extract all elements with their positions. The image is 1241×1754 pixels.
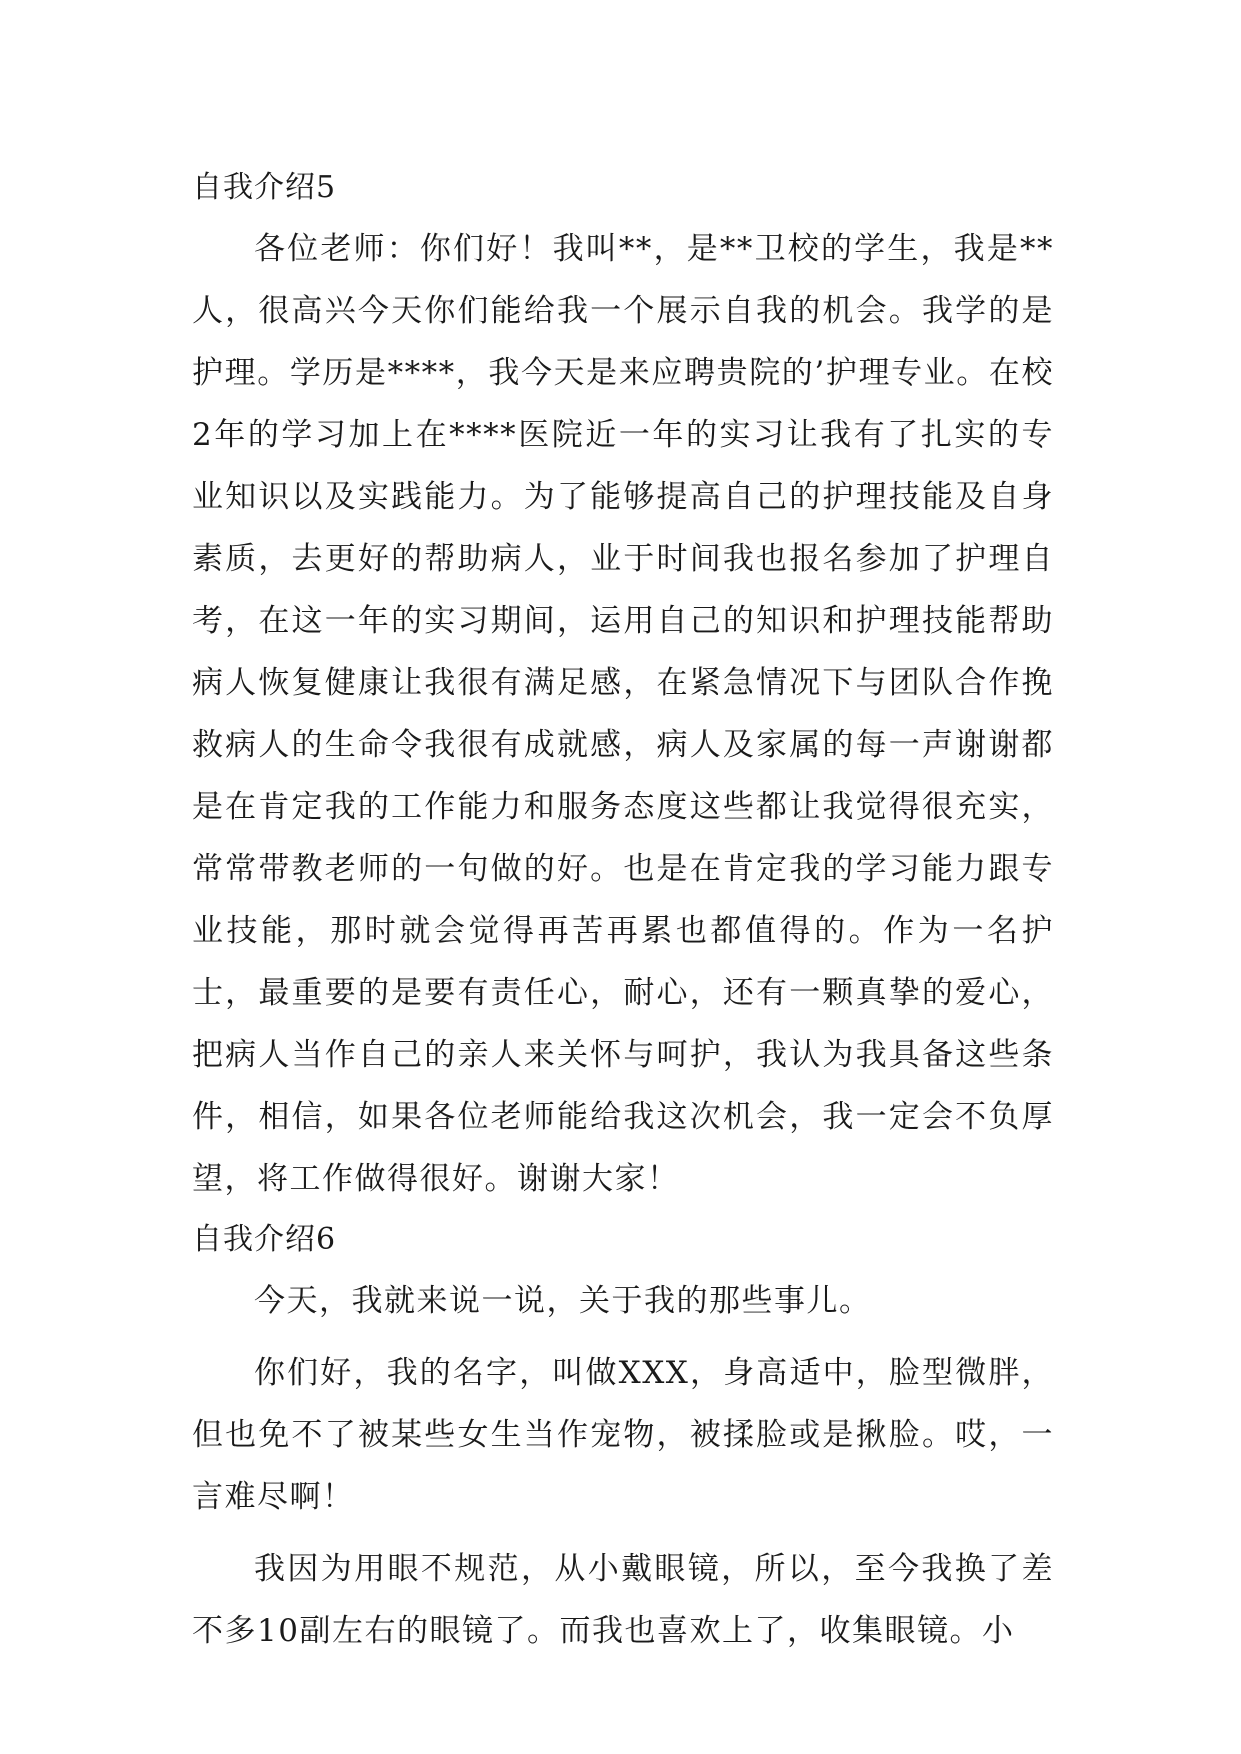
paragraph-gap (192, 1528, 1054, 1538)
section-heading: 自我介绍6 (192, 1222, 337, 1257)
body-paragraph: 今天，我就来说一说，关于我的那些事儿。 (254, 1283, 872, 1319)
body-paragraph: 各位老师：你们好！我叫**，是**卫校的学生，我是**人，很高兴今天你们能给我一个展示自我的机会。我学的是护理。学历是****，我今天是来应聘贵院的’护理专业。在校2年的学习加上在****医院近一年的实习让我有了扎实的专业知识以及实践能力。为了能够提高自己的护理技能及自身素质，去更好的帮助病人，业于时间我也报名参加了护理自考，在这一年的实习期间，运用自己的知识和护理技能帮助病人恢复健康让我很有满足感，在紧急情况下与团队合作挽救病人的生命令我很有成就感，病人及家属的每一声谢谢都是在肯定我的工作能力和服务态度这些都让我觉得很充实，常常带教老师的一句做的好。也是在肯定我的学习能力跟专业技能，那时就会觉得再苦再累也都值得的。作为一名护士，最重要的是要有责任心，耐心，还有一颗真挚的爱心，把病人当作自己的亲人来关怀与呵护，我认为我具备这些条件，相信，如果各位老师能给我这次机会，我一定会不负厚望，将工作做得很好。谢谢大家！ (192, 231, 1054, 1197)
section-heading: 自我介绍5 (192, 170, 337, 205)
body-paragraph: 你们好，我的名字，叫做XXX，身高适中，脸型微胖，但也免不了被某些女生当作宠物，被揉脸或是揪脸。哎，一言难尽啊！ (192, 1355, 1054, 1515)
body-paragraph: 我因为用眼不规范，从小戴眼镜，所以，至今我换了差不多10副左右的眼镜了。而我也喜欢上了，收集眼镜。小 (192, 1551, 1054, 1649)
paragraph-gap (192, 1332, 1054, 1342)
document-page (192, 158, 1054, 1662)
